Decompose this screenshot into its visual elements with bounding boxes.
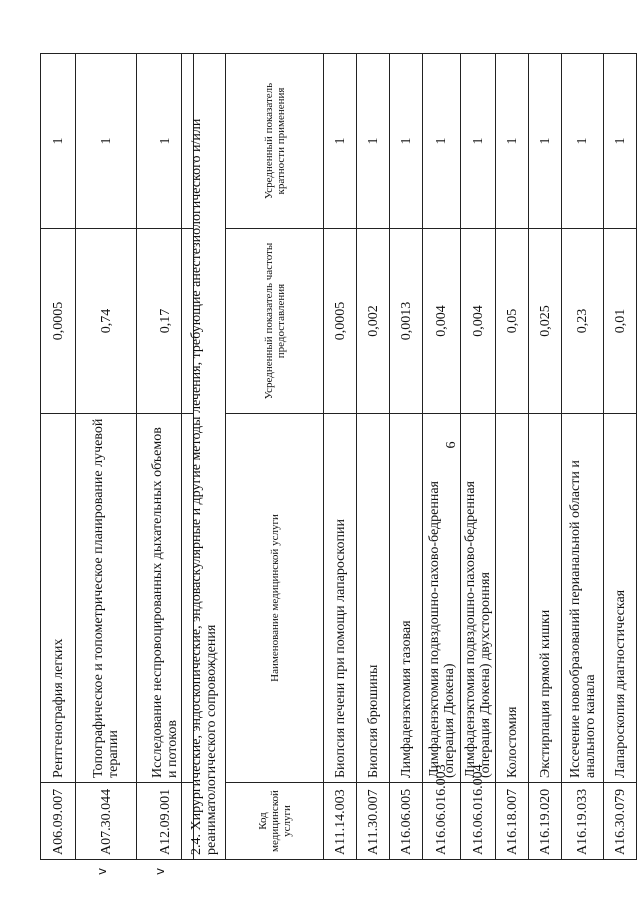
section-title: 2.4. Хирургические, эндоскопические, эндоваскулярные и другие методы лечения, требующие анестезиологического и/или реаниматологического сопровождения xyxy=(182,54,226,860)
service-code: A12.09.001 xyxy=(137,783,194,860)
service-name: Биопсия брюшины xyxy=(357,414,390,783)
frequency-value: 0,74 xyxy=(76,229,137,414)
tick-mark: v xyxy=(95,867,109,875)
service-code: A11.30.007 xyxy=(357,783,390,860)
service-code: A16.06.016.004 xyxy=(461,783,496,860)
table-row xyxy=(496,54,529,860)
service-name: Лапароскопия диагностическая xyxy=(604,414,637,783)
service-name: Биопсия печени при помощи лапароскопии xyxy=(324,414,357,783)
frequency-value: 0,01 xyxy=(604,229,637,414)
frequency-value: 0,0005 xyxy=(324,229,357,414)
service-name: Экстирпация прямой кишки xyxy=(529,414,562,783)
multiplicity-value: 1 xyxy=(41,54,76,229)
multiplicity-value: 1 xyxy=(461,54,496,229)
table-main xyxy=(181,53,637,860)
service-code: A16.06.005 xyxy=(390,783,423,860)
multiplicity-value: 1 xyxy=(562,54,604,229)
service-code: A11.14.003 xyxy=(324,783,357,860)
service-name: Топографическое и топометрическое планирование лучевой терапии xyxy=(76,414,137,783)
service-code: A06.09.007 xyxy=(41,783,76,860)
table-row xyxy=(461,54,496,860)
service-code: A16.18.007 xyxy=(496,783,529,860)
service-name: Колостомия xyxy=(496,414,529,783)
frequency-value: 0,0013 xyxy=(390,229,423,414)
service-code: A16.06.016.003 xyxy=(423,783,461,860)
service-code: A16.19.033 xyxy=(562,783,604,860)
header-mult: Усредненный показатель кратности применения xyxy=(226,54,324,229)
multiplicity-value: 1 xyxy=(357,54,390,229)
frequency-value: 0,002 xyxy=(357,229,390,414)
frequency-value: 0,004 xyxy=(461,229,496,414)
multiplicity-value: 1 xyxy=(390,54,423,229)
table-row xyxy=(529,54,562,860)
multiplicity-value: 1 xyxy=(604,54,637,229)
header-name: Наименование медицинской услуги xyxy=(226,414,324,783)
multiplicity-value: 1 xyxy=(137,54,194,229)
frequency-value: 0,17 xyxy=(137,229,194,414)
multiplicity-value: 1 xyxy=(76,54,137,229)
header-freq: Усредненный показатель частоты предоставления xyxy=(226,229,324,414)
table-row xyxy=(604,54,637,860)
service-name: Исследование неспровоцированных дыхательных объемов и потоков xyxy=(137,414,194,783)
table-row xyxy=(324,54,357,860)
multiplicity-value: 1 xyxy=(529,54,562,229)
service-name: Лимфаденэктомия тазовая xyxy=(390,414,423,783)
service-name: Лимфаденэктомия подвздошно-пахово-бедренная (операция Дюкена) двухсторонняя xyxy=(461,414,496,783)
multiplicity-value: 1 xyxy=(423,54,461,229)
service-name: Рентгенография легких xyxy=(41,414,76,783)
service-name: Лимфаденэктомия подвздошно-пахово-бедренная (операция Дюкена) xyxy=(423,414,461,783)
page-number: 6 xyxy=(444,441,459,449)
multiplicity-value: 1 xyxy=(324,54,357,229)
frequency-value: 0,025 xyxy=(529,229,562,414)
header-code: Код медицинской услуги xyxy=(226,783,324,860)
table-top xyxy=(40,53,194,860)
service-code: A16.30.079 xyxy=(604,783,637,860)
table-row xyxy=(423,54,461,860)
frequency-value: 0,05 xyxy=(496,229,529,414)
frequency-value: 0,004 xyxy=(423,229,461,414)
table-row xyxy=(41,54,76,860)
service-code: A07.30.044 xyxy=(76,783,137,860)
frequency-value: 0,23 xyxy=(562,229,604,414)
table-row xyxy=(76,54,137,860)
table-row xyxy=(390,54,423,860)
service-code: A16.19.020 xyxy=(529,783,562,860)
table-row xyxy=(562,54,604,860)
table-row xyxy=(357,54,390,860)
frequency-value: 0,0005 xyxy=(41,229,76,414)
tick-mark: v xyxy=(153,867,167,875)
service-name: Иссечение новообразований перианальной области и анального канала xyxy=(562,414,604,783)
multiplicity-value: 1 xyxy=(496,54,529,229)
